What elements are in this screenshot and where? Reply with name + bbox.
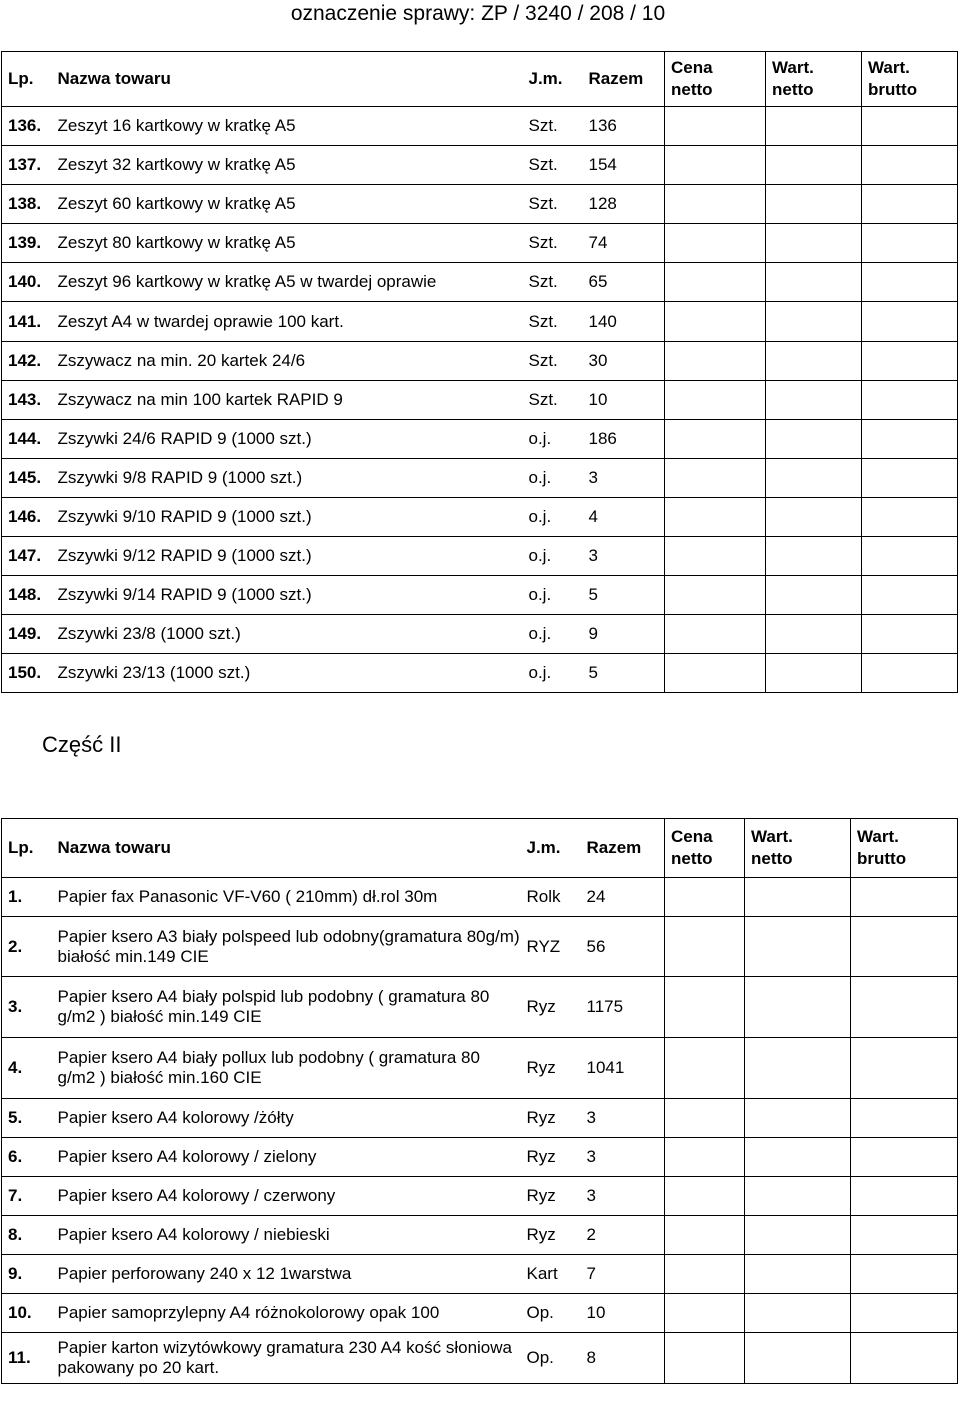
row-value-gross [862, 185, 958, 224]
row-unit: Ryz [521, 1138, 581, 1177]
row-value-net [745, 1138, 851, 1177]
table-row [2, 1177, 958, 1216]
row-value-gross [851, 1255, 958, 1294]
row-lp: 150. [2, 654, 52, 693]
row-price-net [665, 302, 766, 341]
row-lp: 10. [2, 1294, 52, 1333]
products-table-part1 [1, 51, 958, 693]
row-name: Zszywki 9/14 RAPID 9 (1000 szt.) [52, 576, 523, 615]
row-qty: 10 [583, 380, 665, 419]
row-price-net [665, 1138, 745, 1177]
header-name: Nazwa towaru [52, 819, 521, 878]
row-qty: 3 [583, 458, 665, 497]
row-value-gross [851, 1099, 958, 1138]
row-unit: Szt. [523, 224, 583, 263]
row-lp: 136. [2, 107, 52, 146]
row-unit: Szt. [523, 302, 583, 341]
row-unit: RYZ [521, 917, 581, 977]
row-value-gross [851, 917, 958, 977]
row-lp: 8. [2, 1216, 52, 1255]
row-price-net [665, 185, 766, 224]
table-row [2, 576, 958, 615]
row-price-net [665, 107, 766, 146]
row-name: Zszywki 23/8 (1000 szt.) [52, 615, 523, 654]
row-lp: 6. [2, 1138, 52, 1177]
row-qty: 30 [583, 341, 665, 380]
row-price-net [665, 1216, 745, 1255]
row-name: Papier samoprzylepny A4 różnokolorowy opak 100 [52, 1294, 521, 1333]
row-unit: Kart [521, 1255, 581, 1294]
row-value-gross [862, 537, 958, 576]
table-row [2, 1138, 958, 1177]
row-qty: 3 [581, 1177, 665, 1216]
row-value-net [766, 576, 862, 615]
row-lp: 143. [2, 380, 52, 419]
row-price-net [665, 380, 766, 419]
row-qty: 74 [583, 224, 665, 263]
row-value-gross [851, 1038, 958, 1099]
row-value-gross [851, 1216, 958, 1255]
row-value-gross [862, 458, 958, 497]
row-name: Zszywki 23/13 (1000 szt.) [52, 654, 523, 693]
row-value-net [745, 1333, 851, 1384]
row-value-net [766, 497, 862, 536]
row-value-net [766, 224, 862, 263]
row-qty: 128 [583, 185, 665, 224]
row-unit: o.j. [523, 537, 583, 576]
row-qty: 140 [583, 302, 665, 341]
row-price-net [665, 576, 766, 615]
table-row [2, 419, 958, 458]
row-name: Papier ksero A4 biały polspid lub podobny ( gramatura 80 g/m2 ) białość min.149 CIE [52, 977, 521, 1038]
row-name: Zeszyt 80 kartkowy w kratkę A5 [52, 224, 523, 263]
row-value-net [766, 107, 862, 146]
table-row [2, 146, 958, 185]
table-header-row [2, 52, 958, 107]
row-lp: 139. [2, 224, 52, 263]
row-lp: 146. [2, 497, 52, 536]
row-price-net [665, 1038, 745, 1099]
row-value-net [745, 1255, 851, 1294]
row-price-net [665, 1255, 745, 1294]
row-qty: 56 [581, 917, 665, 977]
row-unit: Szt. [523, 107, 583, 146]
row-value-gross [862, 263, 958, 302]
table-row [2, 497, 958, 536]
table-row [2, 341, 958, 380]
row-qty: 10 [581, 1294, 665, 1333]
table-row [2, 458, 958, 497]
table-row [2, 654, 958, 693]
table-row [2, 878, 958, 917]
row-value-net [766, 380, 862, 419]
row-name: Papier fax Panasonic VF-V60 ( 210mm) dł.rol 30m [52, 878, 521, 917]
row-price-net [665, 1333, 745, 1384]
row-value-gross [862, 615, 958, 654]
row-value-gross [851, 878, 958, 917]
row-qty: 154 [583, 146, 665, 185]
row-unit: o.j. [523, 576, 583, 615]
row-price-net [665, 419, 766, 458]
row-qty: 3 [583, 537, 665, 576]
header-value-gross: Wart. brutto [862, 52, 958, 107]
row-value-net [745, 1099, 851, 1138]
row-lp: 9. [2, 1255, 52, 1294]
row-qty: 24 [581, 878, 665, 917]
row-name: Zszywacz na min 100 kartek RAPID 9 [52, 380, 523, 419]
row-unit: Op. [521, 1333, 581, 1384]
row-value-gross [851, 1177, 958, 1216]
row-price-net [665, 1177, 745, 1216]
row-value-gross [862, 107, 958, 146]
row-lp: 144. [2, 419, 52, 458]
table-row [2, 615, 958, 654]
row-lp: 7. [2, 1177, 52, 1216]
row-unit: Rolk [521, 878, 581, 917]
table-row [2, 107, 958, 146]
row-qty: 8 [581, 1333, 665, 1384]
row-value-gross [862, 224, 958, 263]
table-row [2, 185, 958, 224]
row-name: Zeszyt A4 w twardej oprawie 100 kart. [52, 302, 523, 341]
row-name: Zszywki 24/6 RAPID 9 (1000 szt.) [52, 419, 523, 458]
table-row [2, 1216, 958, 1255]
row-value-net [766, 654, 862, 693]
row-name: Papier perforowany 240 x 12 1warstwa [52, 1255, 521, 1294]
row-price-net [665, 1099, 745, 1138]
row-value-net [766, 146, 862, 185]
row-name: Zszywki 9/12 RAPID 9 (1000 szt.) [52, 537, 523, 576]
row-unit: Ryz [521, 1038, 581, 1099]
table-row [2, 263, 958, 302]
row-value-gross [862, 419, 958, 458]
row-name: Papier ksero A4 kolorowy / zielony [52, 1138, 521, 1177]
row-name: Zszywki 9/10 RAPID 9 (1000 szt.) [52, 497, 523, 536]
row-name: Zeszyt 16 kartkowy w kratkę A5 [52, 107, 523, 146]
row-price-net [665, 537, 766, 576]
row-value-net [766, 263, 862, 302]
row-unit: Ryz [521, 1099, 581, 1138]
row-lp: 149. [2, 615, 52, 654]
row-value-gross [862, 497, 958, 536]
table-row [2, 1099, 958, 1138]
header-price-net: Cena netto [665, 819, 745, 878]
row-name: Papier ksero A3 biały polspeed lub odobny(gramatura 80g/m) białość min.149 CIE [52, 917, 521, 977]
header-value-net: Wart. netto [745, 819, 851, 878]
row-qty: 136 [583, 107, 665, 146]
row-name: Zeszyt 32 kartkowy w kratkę A5 [52, 146, 523, 185]
header-lp: Lp. [2, 52, 52, 107]
row-name: Zszywacz na min. 20 kartek 24/6 [52, 341, 523, 380]
row-value-net [766, 419, 862, 458]
row-qty: 7 [581, 1255, 665, 1294]
row-lp: 5. [2, 1099, 52, 1138]
table-row [2, 917, 958, 977]
table-row [2, 380, 958, 419]
row-lp: 137. [2, 146, 52, 185]
row-lp: 138. [2, 185, 52, 224]
row-qty: 1041 [581, 1038, 665, 1099]
row-value-net [745, 1294, 851, 1333]
row-unit: Op. [521, 1294, 581, 1333]
row-value-gross [862, 380, 958, 419]
row-qty: 3 [581, 1138, 665, 1177]
row-lp: 11. [2, 1333, 52, 1384]
row-unit: o.j. [523, 615, 583, 654]
row-lp: 141. [2, 302, 52, 341]
row-value-net [766, 615, 862, 654]
products-table-part2 [1, 818, 958, 1384]
header-unit: J.m. [521, 819, 581, 878]
row-qty: 186 [583, 419, 665, 458]
row-qty: 5 [583, 576, 665, 615]
table-header-row [2, 819, 958, 878]
row-price-net [665, 615, 766, 654]
row-lp: 145. [2, 458, 52, 497]
row-value-gross [862, 146, 958, 185]
row-lp: 147. [2, 537, 52, 576]
row-unit: o.j. [523, 458, 583, 497]
row-lp: 1. [2, 878, 52, 917]
row-name: Papier ksero A4 kolorowy /żółty [52, 1099, 521, 1138]
row-value-net [766, 341, 862, 380]
row-price-net [665, 341, 766, 380]
row-unit: Szt. [523, 380, 583, 419]
table-row [2, 1294, 958, 1333]
header-value-gross: Wart. brutto [851, 819, 958, 878]
row-lp: 3. [2, 977, 52, 1038]
header-value-net: Wart. netto [766, 52, 862, 107]
row-name: Papier karton wizytówkowy gramatura 230 A4 kość słoniowa pakowany po 20 kart. [52, 1333, 521, 1384]
row-name: Papier ksero A4 kolorowy / niebieski [52, 1216, 521, 1255]
row-value-net [745, 917, 851, 977]
row-unit: o.j. [523, 419, 583, 458]
row-qty: 3 [581, 1099, 665, 1138]
row-value-net [766, 185, 862, 224]
row-name: Papier ksero A4 kolorowy / czerwony [52, 1177, 521, 1216]
row-qty: 4 [583, 497, 665, 536]
row-value-gross [862, 576, 958, 615]
row-qty: 65 [583, 263, 665, 302]
row-value-gross [851, 1294, 958, 1333]
row-unit: Szt. [523, 146, 583, 185]
row-value-gross [851, 1138, 958, 1177]
row-value-net [766, 302, 862, 341]
row-qty: 9 [583, 615, 665, 654]
header-qty: Razem [581, 819, 665, 878]
row-value-net [766, 537, 862, 576]
row-value-gross [862, 341, 958, 380]
row-name: Zszywki 9/8 RAPID 9 (1000 szt.) [52, 458, 523, 497]
row-price-net [665, 917, 745, 977]
row-unit: Szt. [523, 263, 583, 302]
row-value-gross [862, 654, 958, 693]
row-price-net [665, 224, 766, 263]
row-value-net [745, 1038, 851, 1099]
table-row [2, 1255, 958, 1294]
row-unit: o.j. [523, 654, 583, 693]
row-lp: 140. [2, 263, 52, 302]
table-row [2, 224, 958, 263]
row-value-net [745, 1216, 851, 1255]
table-row [2, 537, 958, 576]
header-name: Nazwa towaru [52, 52, 523, 107]
table-row [2, 302, 958, 341]
row-price-net [665, 458, 766, 497]
row-value-gross [851, 1333, 958, 1384]
header-lp: Lp. [2, 819, 52, 878]
row-price-net [665, 1294, 745, 1333]
table-row [2, 977, 958, 1038]
row-value-net [766, 458, 862, 497]
row-unit: Ryz [521, 1216, 581, 1255]
case-reference: oznaczenie sprawy: ZP / 3240 / 208 / 10 [290, 2, 666, 25]
header-qty: Razem [583, 52, 665, 107]
row-value-net [745, 878, 851, 917]
table-row [2, 1333, 958, 1384]
row-unit: o.j. [523, 497, 583, 536]
row-price-net [665, 146, 766, 185]
row-lp: 2. [2, 917, 52, 977]
row-qty: 2 [581, 1216, 665, 1255]
row-price-net [665, 878, 745, 917]
row-price-net [665, 654, 766, 693]
row-name: Zeszyt 60 kartkowy w kratkę A5 [52, 185, 523, 224]
row-unit: Szt. [523, 185, 583, 224]
row-unit: Szt. [523, 341, 583, 380]
row-qty: 5 [583, 654, 665, 693]
row-lp: 142. [2, 341, 52, 380]
row-price-net [665, 263, 766, 302]
row-value-net [745, 1177, 851, 1216]
row-lp: 148. [2, 576, 52, 615]
row-price-net [665, 497, 766, 536]
row-price-net [665, 977, 745, 1038]
row-name: Zeszyt 96 kartkowy w kratkę A5 w twardej oprawie [52, 263, 523, 302]
table-row [2, 1038, 958, 1099]
row-value-gross [862, 302, 958, 341]
row-value-net [745, 977, 851, 1038]
row-value-gross [851, 977, 958, 1038]
header-price-net: Cena netto [665, 52, 766, 107]
row-unit: Ryz [521, 977, 581, 1038]
row-unit: Ryz [521, 1177, 581, 1216]
header-unit: J.m. [523, 52, 583, 107]
row-qty: 1175 [581, 977, 665, 1038]
row-name: Papier ksero A4 biały pollux lub podobny ( gramatura 80 g/m2 ) białość min.160 CIE [52, 1038, 521, 1099]
part-title: Część II [42, 732, 122, 757]
row-lp: 4. [2, 1038, 52, 1099]
